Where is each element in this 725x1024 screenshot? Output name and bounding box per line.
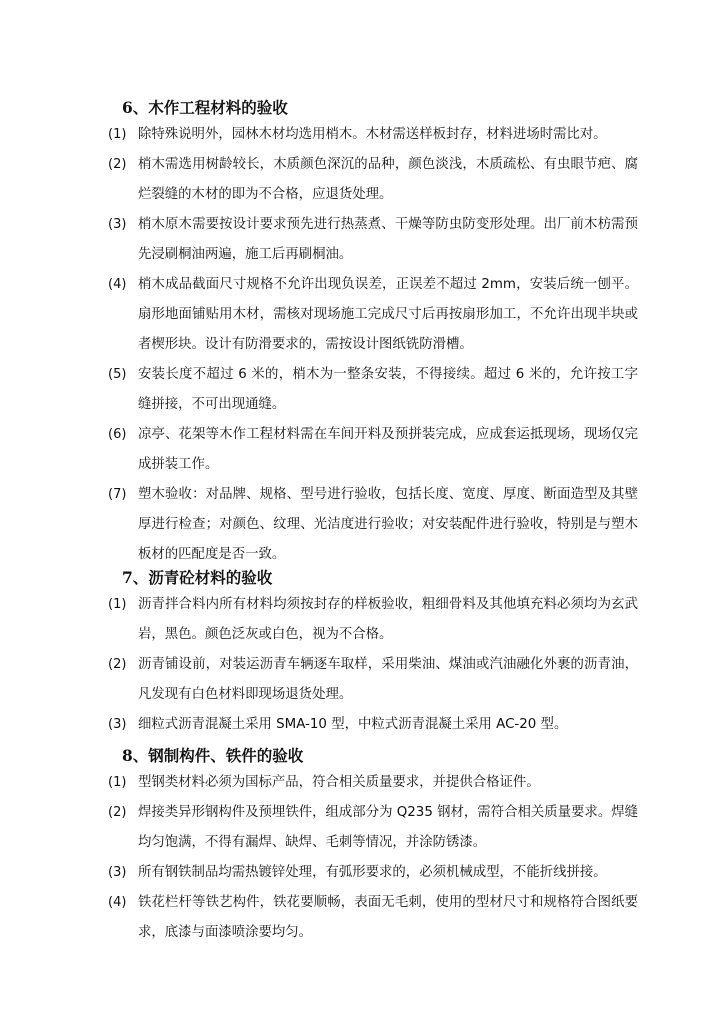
item-text: 焊接类异形钢构件及预埋铁件，组成部分为 Q235 钢材，需符合相关质量要求。焊缝均匀饱满，不得有漏焊、缺焊、毛刺等情况，并涂防锈漆。 — [138, 805, 638, 850]
list-item — [108, 480, 638, 570]
item-number: (3) — [108, 865, 127, 880]
item-text: 梢木需选用树龄较长，木质颜色深沉的品种，颜色淡浅，木质疏松、有虫眼节疤、腐烂裂缝的木材的即为不合格，应退货处理。 — [138, 157, 638, 202]
section-heading: 6、木作工程材料的验收 — [122, 98, 288, 117]
item-text: 梢木原木需要按设计要求预先进行热蒸煮、干燥等防虫防变形处理。出厂前木枋需预先浸刷桐油两遍，施工后再刷桐油。 — [138, 217, 638, 262]
item-text: 所有钢铁制品均需热镀锌处理，有弧形要求的，必须机械成型，不能折线拼接。 — [138, 865, 607, 880]
item-number: (2) — [108, 657, 127, 672]
item-number: (5) — [108, 367, 127, 382]
list-item — [108, 150, 638, 210]
list-item — [108, 710, 638, 740]
item-text: 沥青拌合料内所有材料均须按封存的样板验收，粗细骨料及其他填充料必须均为玄武岩，黑色。颜色泛灰或白色，视为不合格。 — [138, 597, 638, 642]
item-list — [108, 768, 638, 948]
section-heading: 7、沥青砼材料的验收 — [122, 568, 273, 587]
item-text: 安装长度不超过 6 米的，梢木为一整条安装，不得接续。超过 6 米的，允许按工字缝拼接，不可出现通缝。 — [138, 367, 638, 412]
list-item — [108, 798, 638, 858]
item-text: 除特殊说明外，园林木材均选用梢木。木材需送样板封存，材料进场时需比对。 — [138, 127, 607, 142]
list-item — [108, 360, 638, 420]
item-number: (3) — [108, 717, 127, 732]
section-wood-materials — [108, 96, 638, 570]
list-item — [108, 858, 638, 888]
item-number: (1) — [108, 775, 127, 790]
item-number: (4) — [108, 895, 127, 910]
item-number: (1) — [108, 597, 127, 612]
item-text: 细粒式沥青混凝土采用 SMA-10 型，中粒式沥青混凝土采用 AC-20 型。 — [138, 717, 568, 732]
list-item — [108, 650, 638, 710]
item-number: (6) — [108, 427, 127, 442]
list-item — [108, 888, 638, 948]
item-text: 塑木验收：对品牌、规格、型号进行验收，包括长度、宽度、厚度、断面造型及其壁厚进行检查；对颜色、纹理、光洁度进行验收；对安装配件进行验收，特别是与塑木板材的匹配度是否一致。 — [138, 487, 638, 562]
item-number: (2) — [108, 157, 127, 172]
list-item — [108, 270, 638, 360]
item-number: (3) — [108, 217, 127, 232]
item-text: 凉亭、花架等木作工程材料需在车间开料及预拼装完成，应成套运抵现场，现场仅完成拼装工作。 — [138, 427, 638, 472]
section-asphalt-materials — [108, 566, 638, 740]
section-steel-components — [108, 744, 638, 948]
list-item — [108, 768, 638, 798]
list-item — [108, 210, 638, 270]
item-number: (7) — [108, 487, 127, 502]
item-number: (4) — [108, 277, 127, 292]
list-item — [108, 120, 638, 150]
item-text: 沥青铺设前，对装运沥青车辆逐车取样，采用柴油、煤油或汽油融化外裹的沥青油，凡发现有白色材料即现场退货处理。 — [138, 657, 638, 702]
list-item — [108, 420, 638, 480]
item-text: 梢木成品截面尺寸规格不允许出现负误差，正误差不超过 2mm，安装后统一刨平。扇形地面铺贴用木材，需核对现场施工完成尺寸后再按扇形加工，不允许出现半块或者楔形块。设计有防滑要求的，需按设计图纸铣防滑槽。 — [138, 277, 638, 352]
item-text: 型钢类材料必须为国标产品，符合相关质量要求，并提供合格证件。 — [138, 775, 540, 790]
item-number: (2) — [108, 805, 127, 820]
section-heading: 8、钢制构件、铁件的验收 — [122, 746, 304, 765]
list-item — [108, 590, 638, 650]
item-list — [108, 590, 638, 740]
item-text: 铁花栏杆等铁艺构件，铁花要顺畅，表面无毛刺，使用的型材尺寸和规格符合图纸要求，底漆与面漆喷涂要均匀。 — [138, 895, 638, 940]
item-list — [108, 120, 638, 570]
item-number: (1) — [108, 127, 127, 142]
